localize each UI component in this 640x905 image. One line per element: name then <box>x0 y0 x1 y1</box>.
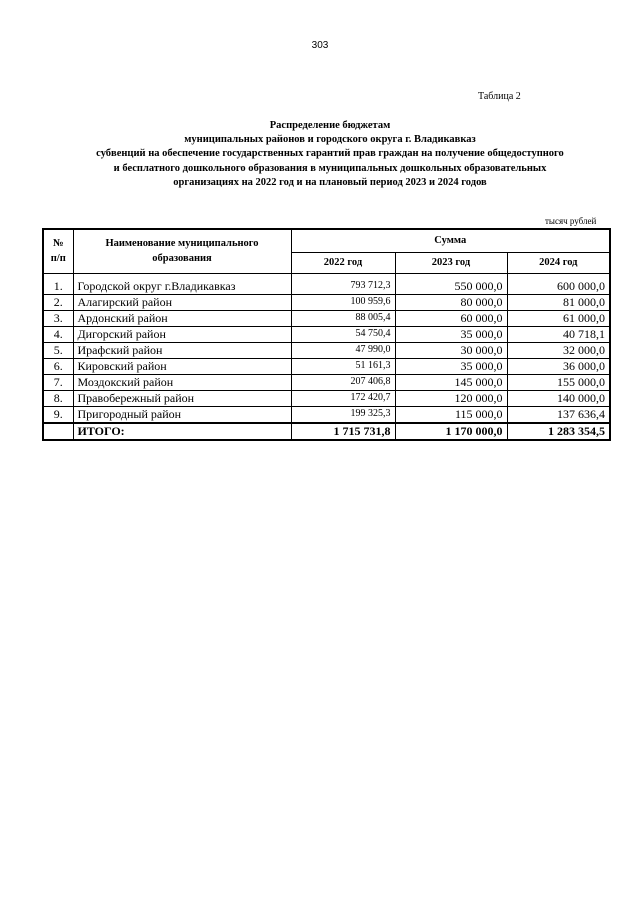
row-value-2024: 32 000,0 <box>507 343 610 359</box>
row-value-2022: 172 420,7 <box>291 391 395 407</box>
table-row <box>43 343 610 359</box>
total-value-2023: 1 170 000,0 <box>395 423 507 440</box>
row-value-2022: 88 005,4 <box>291 311 395 327</box>
table-row <box>43 391 610 407</box>
header-year-2024: 2024 год <box>507 253 610 274</box>
document-title <box>40 119 620 190</box>
row-value-2022: 793 712,3 <box>291 274 395 295</box>
table-label: Таблица 2 <box>478 91 521 102</box>
table-row <box>43 311 610 327</box>
total-value-2024: 1 283 354,5 <box>507 423 610 440</box>
row-value-2024: 81 000,0 <box>507 295 610 311</box>
row-name: Правобережный район <box>73 391 291 407</box>
table-row <box>43 375 610 391</box>
row-value-2023: 120 000,0 <box>395 391 507 407</box>
row-value-2024: 36 000,0 <box>507 359 610 375</box>
row-name: Пригородный район <box>73 407 291 424</box>
row-value-2022: 207 406,8 <box>291 375 395 391</box>
table-row <box>43 274 610 295</box>
title-line: муниципальных районов и городского округа г. Владикавказ <box>184 134 476 146</box>
row-name: Кировский район <box>73 359 291 375</box>
row-name: Ирафский район <box>73 343 291 359</box>
row-num: 3. <box>43 311 73 327</box>
row-name: Городской округ г.Владикавказ <box>73 274 291 295</box>
title-line: организациях на 2022 год и на плановый период 2023 и 2024 годов <box>173 176 487 188</box>
row-value-2023: 35 000,0 <box>395 327 507 343</box>
budget-table <box>42 228 611 441</box>
row-value-2024: 40 718,1 <box>507 327 610 343</box>
table-row <box>43 295 610 311</box>
table-row <box>43 327 610 343</box>
row-value-2022: 51 161,3 <box>291 359 395 375</box>
title-line: и бесплатного дошкольного образования в муниципальных дошкольных образовательных <box>113 162 547 174</box>
row-value-2022: 100 959,6 <box>291 295 395 311</box>
row-value-2024: 140 000,0 <box>507 391 610 407</box>
header-year-2022: 2022 год <box>291 253 395 274</box>
row-num: 9. <box>43 407 73 424</box>
row-value-2024: 137 636,4 <box>507 407 610 424</box>
total-value-2022: 1 715 731,8 <box>291 423 395 440</box>
row-name: Ардонский район <box>73 311 291 327</box>
row-value-2023: 35 000,0 <box>395 359 507 375</box>
total-label: ИТОГО: <box>73 423 291 440</box>
row-name: Дигорский район <box>73 327 291 343</box>
header-year-2023: 2023 год <box>395 253 507 274</box>
total-num-cell <box>43 423 73 440</box>
row-value-2023: 550 000,0 <box>395 274 507 295</box>
row-value-2024: 155 000,0 <box>507 375 610 391</box>
row-num: 4. <box>43 327 73 343</box>
row-num: 1. <box>43 274 73 295</box>
row-value-2023: 30 000,0 <box>395 343 507 359</box>
row-value-2022: 54 750,4 <box>291 327 395 343</box>
header-num: № п/п <box>43 229 73 274</box>
units-label: тысяч рублей <box>545 216 597 226</box>
row-value-2024: 61 000,0 <box>507 311 610 327</box>
row-num: 8. <box>43 391 73 407</box>
row-value-2023: 60 000,0 <box>395 311 507 327</box>
row-num: 5. <box>43 343 73 359</box>
table-row <box>43 407 610 424</box>
title-line: субвенций на обеспечение государственных гарантий прав граждан на получение общедоступного <box>96 148 564 160</box>
row-value-2023: 145 000,0 <box>395 375 507 391</box>
total-row <box>43 423 610 440</box>
row-value-2023: 115 000,0 <box>395 407 507 424</box>
title-line: Распределение бюджетам <box>269 120 391 131</box>
row-num: 7. <box>43 375 73 391</box>
page-number: 303 <box>311 40 329 51</box>
row-num: 6. <box>43 359 73 375</box>
row-name: Алагирский район <box>73 295 291 311</box>
row-name: Моздокский район <box>73 375 291 391</box>
header-name: Наименование муниципального образования <box>73 229 291 274</box>
row-value-2022: 199 325,3 <box>291 407 395 424</box>
row-value-2024: 600 000,0 <box>507 274 610 295</box>
header-sum: Сумма <box>291 229 610 253</box>
table-row <box>43 359 610 375</box>
row-value-2023: 80 000,0 <box>395 295 507 311</box>
row-value-2022: 47 990,0 <box>291 343 395 359</box>
row-num: 2. <box>43 295 73 311</box>
